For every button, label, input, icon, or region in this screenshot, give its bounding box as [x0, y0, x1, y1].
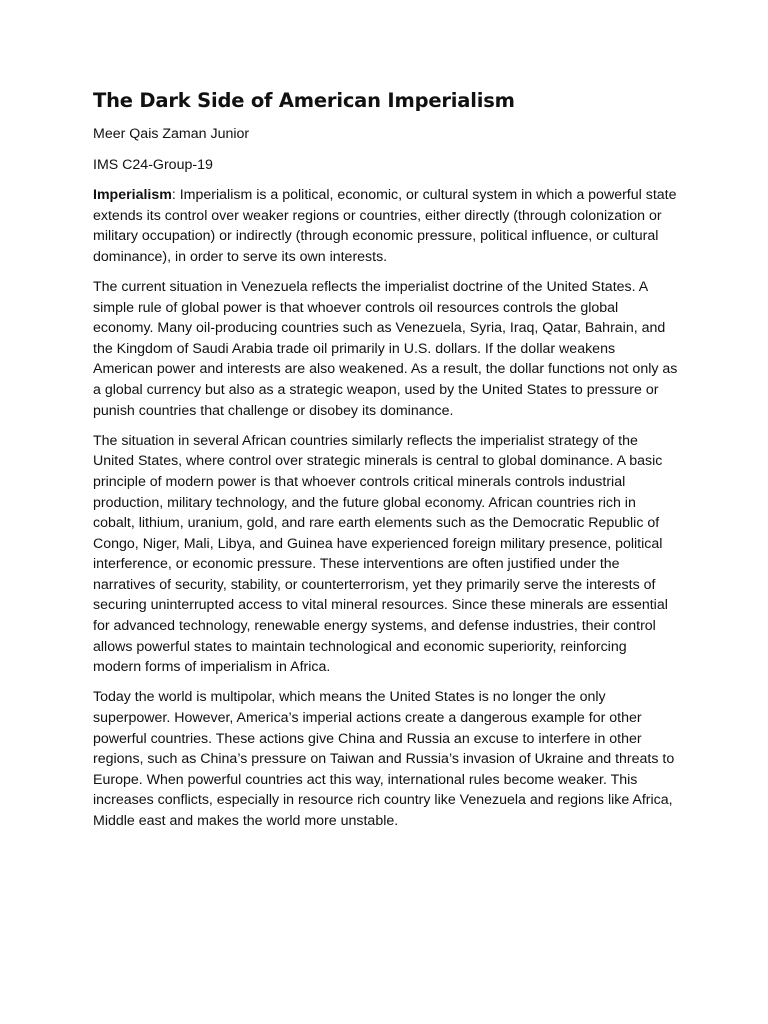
definition-term: Imperialism	[93, 187, 172, 204]
paragraph-multipolar: Today the world is multipolar, which means the United States is no longer the only superpower. However, America’s imperial actions create a dangerous example for other powerful countries. These actions give China and Russia an excuse to interfere in other regions, such as China’s pressure on Taiwan and Russia’s invasion of Ukraine and threats to Europe. When powerful countries act this way, international rules become weaker. This increases conflicts, especially in resource rich country like Venezuela and regions like Africa, Middle east and makes the world more unstable.	[93, 689, 675, 829]
paragraph-venezuela: The current situation in Venezuela reflects the imperialist doctrine of the United States. A simple rule of global power is that whoever controls oil resources controls the global economy. Many oil-producing countries such as Venezuela, Syria, Iraq, Qatar, Bahrain, and the Kingdom of Saudi Arabia trade oil primarily in U.S. dollars. If the dollar weakens American power and interests are also weakened. As a result, the dollar functions not only as a global currency but also as a strategic weapon, used by the United States to pressure or punish countries that challenge or disobey its dominance.	[93, 279, 678, 419]
definition-text: : Imperialism is a political, economic, or cultural system in which a powerful state extends its control over weaker regions or countries, either directly (through colonization or military occupation) or indirectly (through economic pressure, political influence, or cultural dominance), in order to serve its own interests.	[93, 187, 677, 265]
definition-paragraph	[93, 185, 678, 267]
document-title: The Dark Side of American Imperialism	[93, 89, 515, 112]
paragraph-africa: The situation in several African countries similarly reflects the imperialist strategy of the United States, where control over strategic minerals is central to global dominance. A basic principle of modern power is that whoever controls critical minerals controls industrial production, military technology, and the future global economy. African countries rich in cobalt, lithium, uranium, gold, and rare earth elements such as the Democratic Republic of Congo, Niger, Mali, Libya, and Guinea have experienced foreign military presence, political interference, or economic pressure. These interventions are often justified under the narratives of security, stability, or counterterrorism, yet they primarily serve the interests of securing uninterrupted access to vital mineral resources. Since these minerals are essential for advanced technology, renewable energy systems, and defense industries, their control allows powerful states to maintain technological and economic superiority, reinforcing modern forms of imperialism in Africa.	[93, 432, 668, 676]
author-name: Meer Qais Zaman Junior	[93, 126, 250, 142]
group-label: IMS C24-Group-19	[93, 156, 213, 173]
document-page	[93, 88, 678, 841]
